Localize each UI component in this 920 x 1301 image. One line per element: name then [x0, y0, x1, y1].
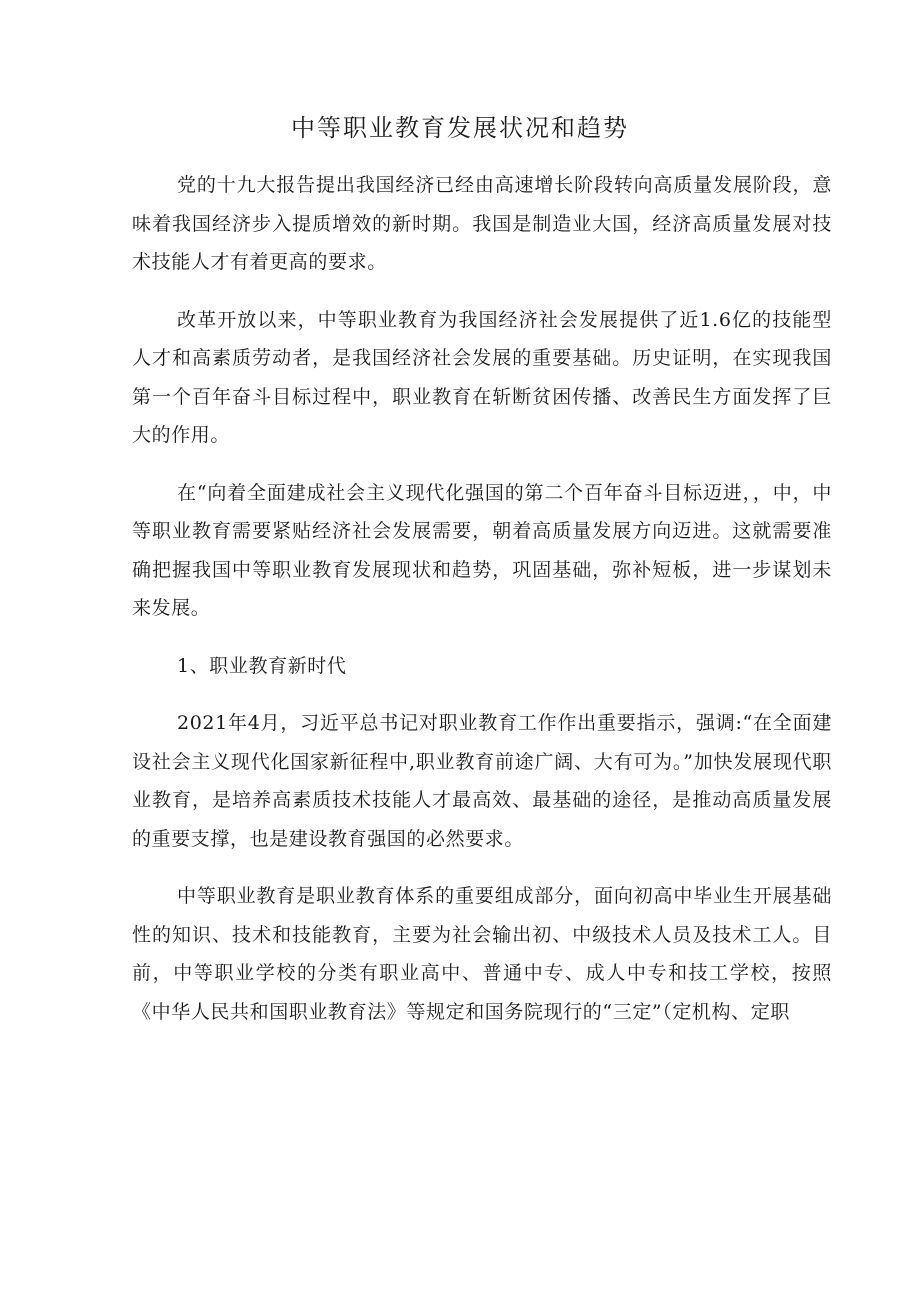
paragraph-system: 中等职业教育是职业教育体系的重要组成部分，面向初高中毕业生开展基础性的知识、技术和技能教育，主要为社会输出初、中级技术人员及技术工人。目前，中等职业学校的分类有职业高中、普通中专、成人中专和技工学校，按照《中华人民共和国职业教育法》等规定和国务院现行的“三定”（定机构、定职 — [132, 885, 832, 1023]
section-heading: 1、职业教育新时代 — [177, 654, 347, 677]
paragraph-intro: 党的十九大报告提出我国经济已经由高速增长阶段转向高质量发展阶段，意味着我国经济步入提质增效的新时期。我国是制造业大国，经济高质量发展对技术技能人才有着更高的要求。 — [132, 174, 832, 273]
document-body — [132, 166, 832, 1050]
paragraph-instruction: 2021年4月，习近平总书记对职业教育工作作出重要指示，强调:“在全面建设社会主义现代化国家新征程中,职业教育前途广阔、大有可为。”加快发展现代职业教育，是培养高素质技术技能人才最高效、最基础的途径，是推动高质量发展的重要支撑，也是建设教育强国的必然要求。 — [132, 712, 832, 850]
paragraph-reform: 改革开放以来，中等职业教育为我国经济社会发展提供了近1.6亿的技能型人才和高素质劳动者，是我国经济社会发展的重要基础。历史证明，在实现我国第一个百年奋斗目标过程中，职业教育在斩断贫困传播、改善民生方面发挥了巨大的作用。 — [132, 308, 832, 446]
document-title: 中等职业教育发展状况和趋势 — [291, 114, 629, 142]
paragraph-goal: 在“向着全面建成社会主义现代化强国的第二个百年奋斗目标迈进，，中，中等职业教育需要紧贴经济社会发展需要，朝着高质量发展方向迈进。这就需要准确把握我国中等职业教育发展现状和趋势，巩固基础，弥补短板，进一步谋划未来发展。 — [132, 481, 832, 619]
